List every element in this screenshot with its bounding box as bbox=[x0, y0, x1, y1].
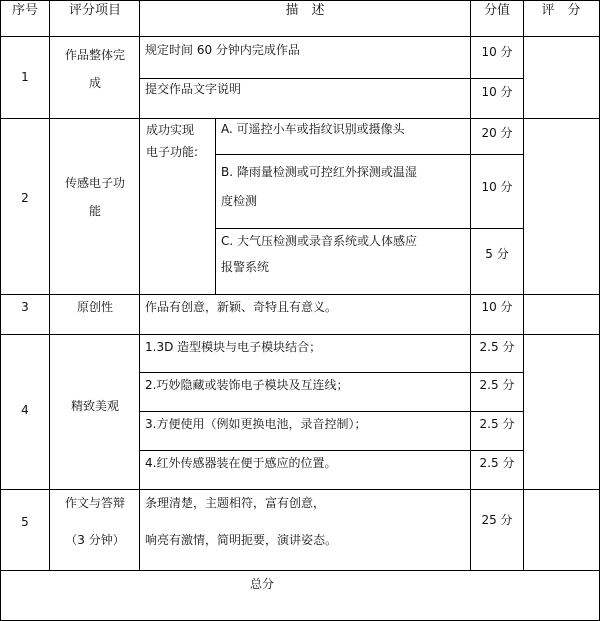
header-index: 序号 bbox=[11, 3, 39, 18]
header-score: 评 分 bbox=[541, 3, 581, 18]
row-description: C. 大气压检测或录音系统或人体感应 bbox=[221, 234, 418, 248]
row-description: 报警系统 bbox=[221, 260, 270, 274]
row-description: 提交作品文字说明 bbox=[145, 82, 242, 96]
row-item: 原创性 bbox=[76, 300, 114, 314]
row-description: 1.3D 造型模块与电子模块结合； bbox=[145, 340, 322, 354]
row-description: 作品有创意，新颖、奇特且有意义。 bbox=[145, 300, 338, 314]
grid-line bbox=[49, 0, 50, 570]
grid-line bbox=[0, 489, 600, 490]
row-points: 5 分 bbox=[485, 247, 509, 261]
row-description: 3.方便使用（例如更换电池，录音控制）； bbox=[145, 417, 367, 431]
sub-label: 电子功能: bbox=[146, 145, 199, 159]
grid-line bbox=[0, 294, 600, 295]
grid-line bbox=[140, 78, 523, 79]
row-item: 传感电子功 bbox=[64, 176, 126, 190]
grid-line bbox=[0, 334, 600, 335]
grid-line bbox=[215, 154, 523, 155]
row-index: 5 bbox=[21, 515, 29, 529]
row-item: 能 bbox=[88, 204, 102, 218]
grid-line bbox=[215, 118, 216, 294]
header-points: 分值 bbox=[483, 3, 511, 18]
row-index: 4 bbox=[21, 403, 29, 417]
header-description: 描 述 bbox=[285, 3, 325, 18]
row-description: A. 可遥控小车或指纹识别或摄像头 bbox=[221, 122, 405, 136]
row-points: 2.5 分 bbox=[479, 456, 515, 470]
row-index: 2 bbox=[21, 191, 29, 205]
grid-line bbox=[470, 0, 471, 570]
grid-line bbox=[0, 36, 600, 37]
row-description: 规定时间 60 分钟内完成作品 bbox=[145, 43, 300, 57]
row-item: 作品整体完 bbox=[64, 48, 126, 62]
row-points: 2.5 分 bbox=[479, 378, 515, 392]
row-index: 3 bbox=[21, 300, 29, 314]
grid-line bbox=[0, 118, 600, 119]
row-item: （3 分钟） bbox=[65, 533, 125, 547]
total-label: 总分 bbox=[249, 577, 275, 591]
row-points: 10 分 bbox=[481, 85, 513, 99]
grid-line bbox=[523, 0, 524, 570]
row-description: B. 降雨量检测或可控红外探测或温湿 bbox=[221, 165, 417, 179]
row-description: 条理清楚，主题相符，富有创意， bbox=[145, 496, 326, 510]
grid-line bbox=[140, 450, 523, 451]
row-item: 成 bbox=[88, 76, 102, 90]
row-description: 2.巧妙隐藏或装饰电子模块及互连线； bbox=[145, 378, 349, 392]
row-points: 10 分 bbox=[481, 180, 513, 194]
row-points: 2.5 分 bbox=[479, 417, 515, 431]
row-points: 2.5 分 bbox=[479, 340, 515, 354]
row-description: 度检测 bbox=[221, 194, 258, 208]
grid-line bbox=[0, 0, 1, 621]
row-item: 精致美观 bbox=[70, 399, 120, 413]
row-description: 4.红外传感器装在便于感应的位置。 bbox=[145, 456, 337, 470]
grid-line bbox=[140, 372, 523, 373]
grid-line bbox=[139, 0, 140, 570]
grid-line bbox=[215, 228, 523, 229]
row-points: 10 分 bbox=[481, 300, 513, 314]
row-description: 响亮有激情，简明扼要，演讲姿态。 bbox=[145, 533, 338, 547]
row-item: 作文与答辩 bbox=[64, 496, 126, 510]
grid-line bbox=[140, 411, 523, 412]
header-item: 评分项目 bbox=[68, 3, 122, 18]
row-index: 1 bbox=[21, 70, 29, 84]
sub-label: 成功实现 bbox=[146, 123, 195, 137]
row-points: 20 分 bbox=[481, 126, 513, 140]
row-points: 10 分 bbox=[481, 45, 513, 59]
row-points: 25 分 bbox=[481, 513, 513, 527]
grid-line bbox=[0, 570, 600, 571]
grid-line bbox=[0, 0, 600, 1]
